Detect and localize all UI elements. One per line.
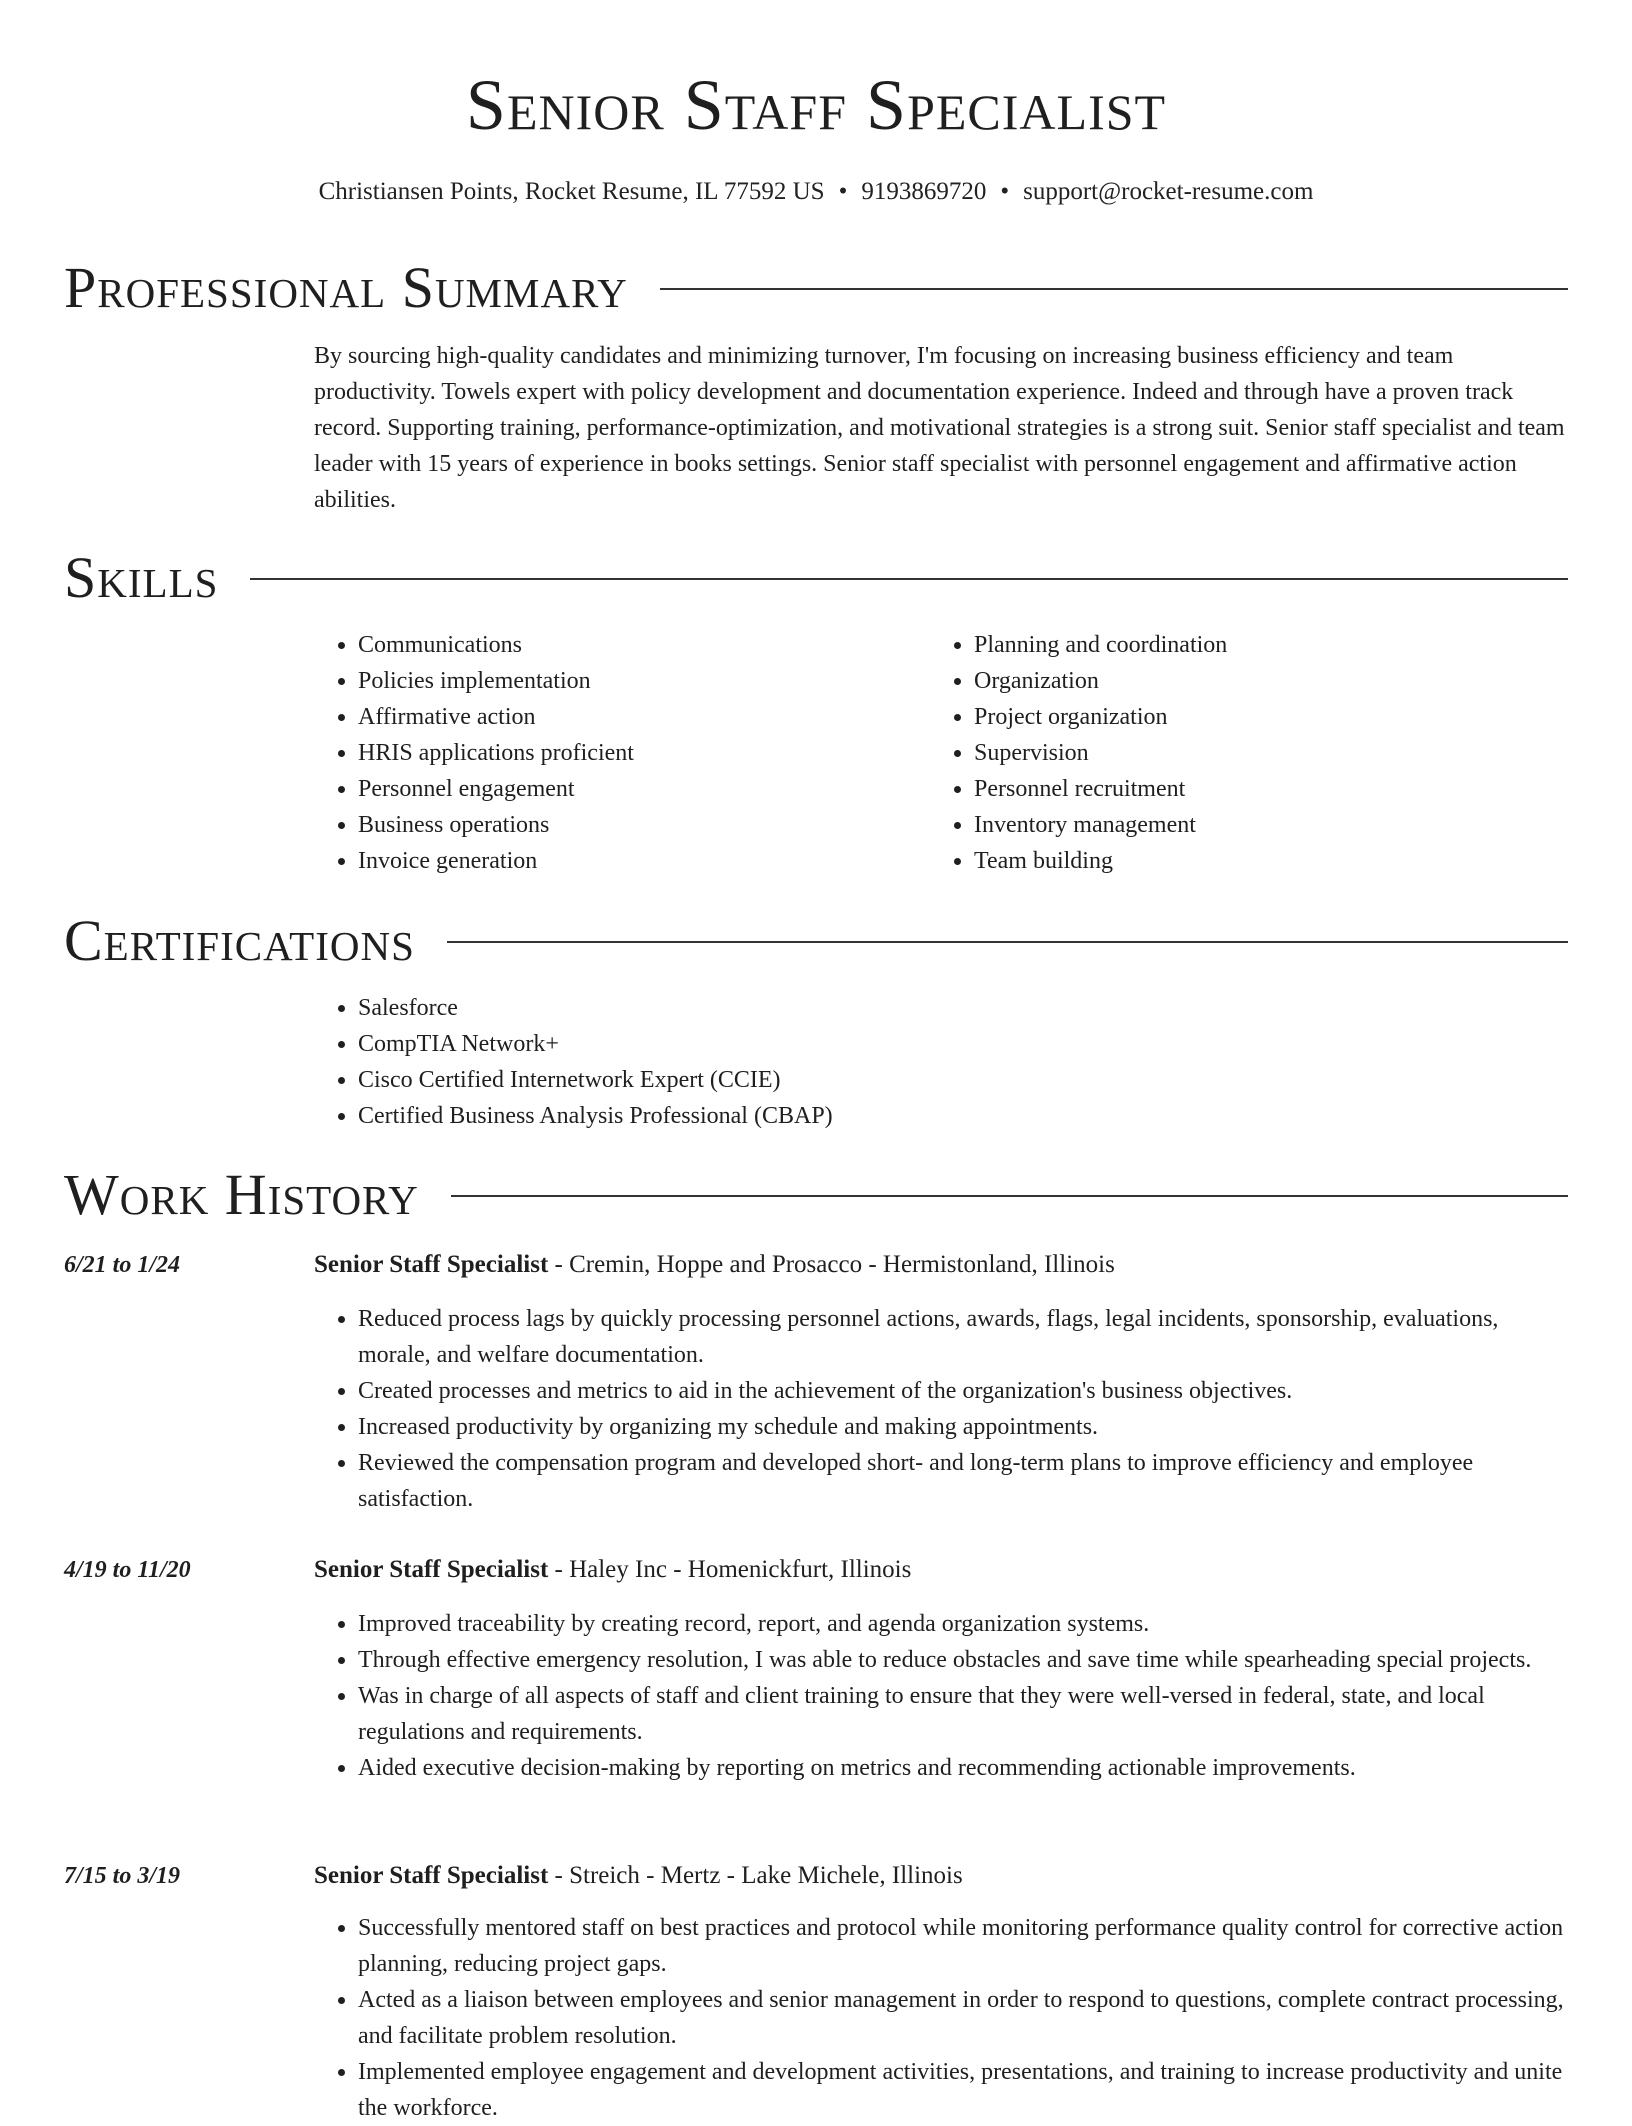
job-bullet: • Implemented employee engagement and development activities, presentations, and training to increase productivity and unite the workforce. <box>358 2054 1568 2126</box>
work-history-heading: Work History <box>64 1162 419 1227</box>
job-bullets <box>314 1301 1568 1517</box>
job-dates: 6/21 to 1/24 <box>64 1252 181 1278</box>
skill-item: • Invoice generation <box>358 843 914 879</box>
skills-section-header <box>64 544 1568 612</box>
job-title: Senior Staff Specialist <box>314 1862 549 1889</box>
certification-item: • CompTIA Network+ <box>358 1026 1568 1062</box>
skill-item: • Communications <box>358 627 914 663</box>
contact-address: Christiansen Points, Rocket Resume, IL 77592 US <box>318 178 825 205</box>
certification-item: • Salesforce <box>358 990 1568 1026</box>
contact-separator: • <box>838 178 848 205</box>
job-bullet: • Reduced process lags by quickly processing personnel actions, awards, flags, legal incidents, sponsorship, evaluations, morale, and welfare documentation. <box>358 1301 1568 1373</box>
job-bullet: • Successfully mentored staff on best practices and protocol while monitoring performance quality control for corrective action planning, reducing project gaps. <box>358 1910 1568 1982</box>
certifications-heading: Certifications <box>64 908 415 973</box>
skills-left-column <box>314 627 914 879</box>
job-bullet: • Aided executive decision-making by reporting on metrics and recommending actionable improvements. <box>358 1750 1568 1786</box>
skill-item: • Team building <box>974 843 1550 879</box>
skill-item: • Inventory management <box>974 807 1550 843</box>
summary-section-header <box>64 254 1568 322</box>
job-bullets <box>314 1910 1568 2126</box>
job-title-line <box>314 1552 1568 1588</box>
section-divider <box>250 578 1568 580</box>
skill-item: • Policies implementation <box>358 663 914 699</box>
skill-item: • Business operations <box>358 807 914 843</box>
certification-item: • Certified Business Analysis Professional (CBAP) <box>358 1098 1568 1134</box>
skill-item: • Project organization <box>974 699 1550 735</box>
certifications-list <box>314 990 1568 1134</box>
resume-name: Senior Staff Specialist <box>465 65 1167 145</box>
job-company-location: - Streich - Mertz - Lake Michele, Illinois <box>548 1862 963 1889</box>
job-bullets <box>314 1606 1568 1786</box>
job-bullet: • Acted as a liaison between employees and senior management in order to respond to questions, complete contract processing, and facilitate problem resolution. <box>358 1982 1568 2054</box>
certification-item: • Cisco Certified Internetwork Expert (CCIE) <box>358 1062 1568 1098</box>
skills-right-column <box>930 627 1550 879</box>
section-divider <box>451 1195 1568 1197</box>
summary-heading: Professional Summary <box>64 255 628 320</box>
job-title-line <box>314 1858 1568 1894</box>
job-bullet: • Increased productivity by organizing my schedule and making appointments. <box>358 1409 1568 1445</box>
skill-item: • Planning and coordination <box>974 627 1550 663</box>
section-divider <box>660 288 1568 290</box>
job-company-location: - Cremin, Hoppe and Prosacco - Hermistonland, Illinois <box>548 1251 1115 1278</box>
skill-item: • Organization <box>974 663 1550 699</box>
skill-item: • Personnel engagement <box>358 771 914 807</box>
contact-phone: 9193869720 <box>861 178 987 205</box>
job-title: Senior Staff Specialist <box>314 1251 549 1278</box>
job-bullet: • Reviewed the compensation program and developed short- and long-term plans to improve efficiency and employee satisfaction. <box>358 1445 1568 1517</box>
skill-item: • Supervision <box>974 735 1550 771</box>
job-title-line <box>314 1247 1568 1283</box>
skill-item: • HRIS applications proficient <box>358 735 914 771</box>
job-title: Senior Staff Specialist <box>314 1556 549 1583</box>
summary-text: By sourcing high-quality candidates and minimizing turnover, I'm focusing on increasing business efficiency and team productivity. Towels expert with policy development and documentation experience. Indeed and through have a proven track record. Supporting training, performance-optimization, and motivational strategies is a strong suit. Senior staff specialist and team leader with 15 years of experience in books settings. Senior staff specialist with personnel engagement and affirmative action abilities. <box>314 343 1565 513</box>
contact-separator: • <box>1000 178 1010 205</box>
skill-item: • Affirmative action <box>358 699 914 735</box>
contact-email: support@rocket-resume.com <box>1023 178 1314 205</box>
skills-heading: Skills <box>64 545 219 610</box>
job-bullet: • Was in charge of all aspects of staff and client training to ensure that they were well-versed in federal, state, and local regulations and requirements. <box>358 1678 1568 1750</box>
work-history-section-header <box>64 1161 1568 1229</box>
section-divider <box>447 941 1568 943</box>
job-dates: 7/15 to 3/19 <box>64 1863 181 1889</box>
contact-line <box>0 174 1632 210</box>
job-bullet: • Through effective emergency resolution, I was able to reduce obstacles and save time while spearheading special projects. <box>358 1642 1568 1678</box>
job-dates: 4/19 to 11/20 <box>64 1557 191 1583</box>
job-company-location: - Haley Inc - Homenickfurt, Illinois <box>548 1556 912 1583</box>
job-bullet: • Improved traceability by creating record, report, and agenda organization systems. <box>358 1606 1568 1642</box>
certifications-section-header <box>64 907 1568 975</box>
job-bullet: • Created processes and metrics to aid in the achievement of the organization's business objectives. <box>358 1373 1568 1409</box>
skill-item: • Personnel recruitment <box>974 771 1550 807</box>
